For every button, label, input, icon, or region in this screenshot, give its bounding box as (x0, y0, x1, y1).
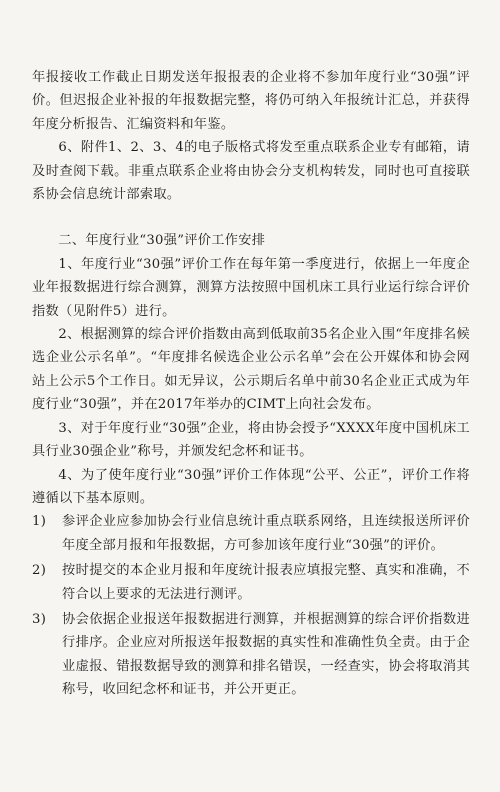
list-item-number: 3) (32, 611, 47, 627)
paragraph-candidate-list: 2、根据测算的综合评价指数由高到低取前35名企业入围“年度排名候选企业公示名单”。“年度排名候选企业公示名单”会在公开媒体和协会网站上公示5个工作日。如无异议，公示期后名单中前30名企业正式成为年度行业“30强”，并在2017年举办的CIMT上向社会发布。 (32, 327, 470, 413)
paragraph-principles-intro: 4、为了使年度行业“30强”评价工作体现“公平、公正”，评价工作将遵循以下基本原则。 (32, 467, 470, 506)
list-item-text: 参评企业应参加协会行业信息统计重点联系网络，且连续报送所评价年度全部月报和年报数据，方可参加该年度行业“30强”的评价。 (62, 514, 470, 553)
list-item (32, 510, 470, 557)
paragraph-attachments: 6、附件1、2、3、4的电子版格式将发至重点联系企业专有邮箱，请及时查阅下载。非重点联系企业将由协会分支机构转发，同时也可直接联系协会信息统计部索取。 (32, 140, 470, 203)
section-heading-top30-arrangement: 二、年度行业“30强”评价工作安排 (58, 233, 266, 249)
paragraph-report-deadline: 年报接收工作截止日期发送年报报表的企业将不参加年度行业“30强”评价。但迟报企业补报的年报数据完整，将仍可纳入年报统计汇总，并获得年度分析报告、汇编资料和年鉴。 (32, 70, 470, 132)
paragraph-title-award: 3、对于年度行业“30强”企业，将由协会授予“XXXX年度中国机床工具行业30强企业”称号，并颁发纪念杯和证书。 (32, 420, 470, 460)
list-item-number: 2) (32, 563, 47, 579)
list-item-text: 协会依据企业报送年报数据进行测算，并根据测算的综合评价指数进行排序。企业应对所报送年报数据的真实性和准确性负全责。由于企业虚报、错报数据导致的测算和排名错误，一经查实，协会将取消其称号，收回纪念杯和证书，并公开更正。 (62, 611, 470, 698)
list-item-text: 按时提交的本企业月报和年度统计报表应填报完整、真实和准确，不符合以上要求的无法进行测评。 (62, 563, 470, 602)
list-item-number: 1) (32, 514, 47, 530)
list-item (32, 608, 470, 702)
paragraph-evaluation-timing: 1、年度行业“30强”评价工作在每年第一季度进行，依据上一年度企业年报数据进行综合测算，测算方法按照中国机床工具行业运行综合评价指数（见附件5）进行。 (32, 256, 470, 319)
list-item (32, 559, 470, 606)
